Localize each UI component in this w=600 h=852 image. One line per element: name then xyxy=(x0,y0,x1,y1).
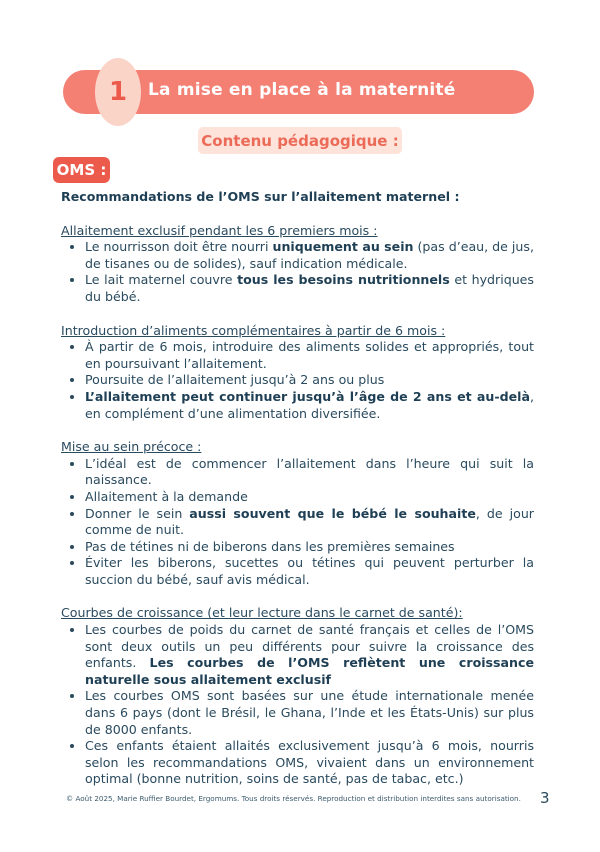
list-item xyxy=(85,339,534,372)
copyright-footer: © Août 2025, Marie Ruffier Bourdet, Ergomums. Tous droits réservés. Reproduction et distribution interdites sans autorisation. xyxy=(66,794,521,803)
chapter-number-badge: 1 xyxy=(95,58,141,126)
list-item xyxy=(85,622,534,688)
body-text: Éviter les biberons, sucettes ou tétines qui peuvent perturber la succion du bébé, sauf avis médical. xyxy=(85,555,534,587)
list-item xyxy=(85,456,534,489)
emphasis-text: tous les besoins nutritionnels xyxy=(237,272,450,288)
body-text: Allaitement à la demande xyxy=(85,488,248,504)
emphasis-text: aussi souvent que le bébé le souhaite xyxy=(189,505,476,521)
section-title: Mise au sein précoce : xyxy=(61,439,202,455)
body-text: Le lait maternel couvre xyxy=(85,272,238,288)
body-text: L’idéal est de commencer l’allaitement dans l’heure qui suit la naissance. xyxy=(85,455,534,488)
oms-tag: OMS : xyxy=(53,157,110,183)
body-text: et hydriques du bébé. xyxy=(85,272,534,304)
page-number: 3 xyxy=(540,789,550,807)
list-item xyxy=(85,272,534,305)
section-title: Allaitement exclusif pendant les 6 premiers mois : xyxy=(61,222,378,238)
list-item xyxy=(85,738,534,788)
list-item xyxy=(85,489,534,506)
body-text: Donner le sein xyxy=(85,505,190,521)
list-item xyxy=(85,239,534,272)
body-text: Pas de tétines ni de biberons dans les premières semaines xyxy=(85,538,455,554)
emphasis-text: uniquement au sein xyxy=(272,239,414,255)
list-item xyxy=(85,688,534,738)
body-text: Le nourrisson doit être nourri xyxy=(85,239,273,255)
list-item xyxy=(85,506,534,539)
main-content xyxy=(61,189,534,805)
list-item xyxy=(85,539,534,556)
body-text: À partir de 6 mois, introduire des aliments solides et appropriés, tout en poursuivant l’allaitement. xyxy=(85,339,534,371)
list-item xyxy=(85,372,534,389)
body-text: Poursuite de l’allaitement jusqu’à 2 ans ou plus xyxy=(85,372,385,388)
section-subtitle: Contenu pédagogique : xyxy=(198,127,402,154)
emphasis-text: L’allaitement peut continuer jusqu’à l’âge de 2 ans et au-delà xyxy=(85,388,530,404)
sections-container xyxy=(61,223,534,788)
section-title: Courbes de croissance (et leur lecture dans le carnet de santé): xyxy=(61,605,463,621)
body-text: Ces enfants étaient allaités exclusivement jusqu’à 6 mois, nourris selon les recommandations OMS, vivaient dans un environnement optimal (bonne nutrition, soins de santé, pas de tabac, etc.) xyxy=(85,738,534,787)
body-text: Les courbes OMS sont basées sur une étude internationale menée dans 6 pays (dont le Brésil, le Ghana, l’Inde et les États-Unis) sur plus de 8000 enfants. xyxy=(85,688,534,737)
body-text: , de jour comme de nuit. xyxy=(85,505,534,538)
chapter-title: La mise en place à la maternité xyxy=(148,80,456,100)
list-item xyxy=(85,389,534,422)
intro-heading: Recommandations de l’OMS sur l’allaitement maternel : xyxy=(61,189,460,204)
bullet-list xyxy=(61,339,534,422)
list-item xyxy=(85,555,534,588)
body-text: , en complément d’une alimentation diversifiée. xyxy=(85,388,534,421)
bullet-list xyxy=(61,456,534,589)
bullet-list xyxy=(61,622,534,788)
body-text: (pas d’eau, de jus, de tisanes ou de solides), sauf indication médicale. xyxy=(85,239,534,271)
bullet-list xyxy=(61,239,534,305)
emphasis-text: Les courbes de l’OMS reflètent une croissance naturelle sous allaitement exclusif xyxy=(85,655,535,687)
body-text: Les courbes de poids du carnet de santé français et celles de l’OMS sont deux outils un peu différents pour suivre la croissance des enfants. xyxy=(85,622,534,671)
section-title: Introduction d’aliments complémentaires à partir de 6 mois : xyxy=(61,322,446,338)
